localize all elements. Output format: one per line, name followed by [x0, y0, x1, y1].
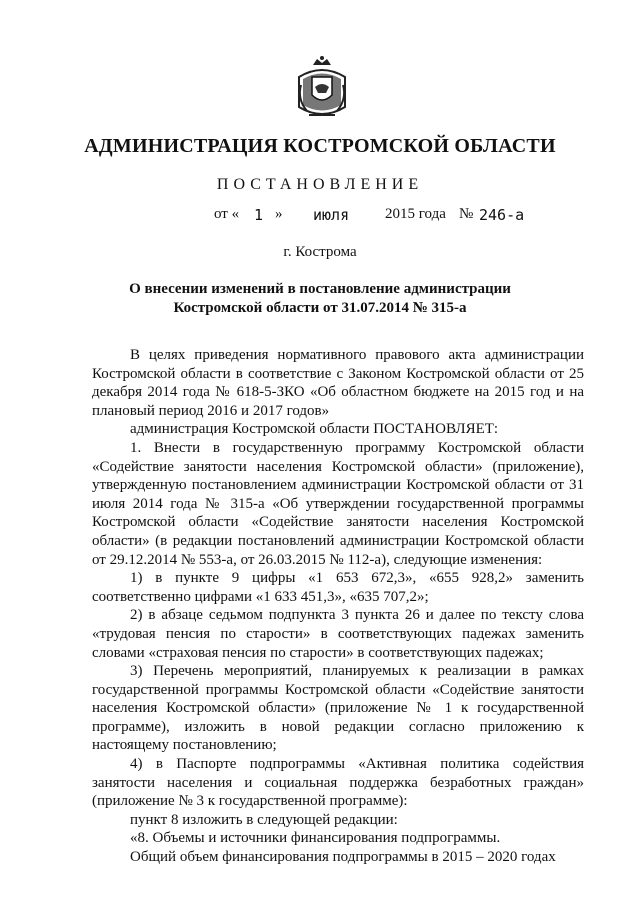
body-paragraph: 3) Перечень мероприятий, планируемых к реализации в рамках государственной программы Костромской области «Содействие занятости населения Костромской области» (приложение № 1 к государственной программе), изложить в новой редакции согласно приложению к настоящему постановлению; [92, 663, 584, 754]
date-day: 1 [254, 206, 264, 224]
coat-of-arms-icon [293, 55, 351, 121]
document-type: ПОСТАНОВЛЕНИЕ [216, 176, 424, 193]
body-paragraph: пункт 8 изложить в следующей редакции: [130, 811, 398, 828]
date-close-quote: » [275, 206, 283, 222]
document-subject [0, 280, 640, 318]
subject-line-2: Костромской области от 31.07.2014 № 315-а [173, 300, 467, 316]
subject-line-1: О внесении изменений в постановление администрации [129, 281, 511, 297]
body-paragraph: Общий объем финансирования подпрограммы в 2015 – 2020 годах [130, 849, 556, 866]
doc-number-label: № [459, 206, 474, 222]
body-paragraph: В целях приведения нормативного правового акта администрации Костромской области в соответствие с Законом Костромской области от 25 декабря 2014 года № 618-5-ЗКО «Об областном бюджете на 2015 год и на плановый период 2016 и 2017 годов» [92, 347, 584, 419]
city: г. Кострома [283, 244, 357, 260]
body-paragraph: 1. Внести в государственную программу Костромской области «Содействие занятости населения Костромской области» (приложение), утвержденную постановлением администрации Костромской области от 31 июля 2014 года № 315-а «Об утверждении государственной программы Костромской области «Содействие занятости населения Костромской области» (в редакции постановлений администрации Костромской области от 29.12.2014 № 553-а, от 26.03.2015 № 112-а), следующие изменения: [92, 439, 584, 568]
doc-number: 246-а [479, 206, 525, 224]
date-month: июля [313, 206, 350, 224]
body-paragraph: «8. Объемы и источники финансирования подпрограммы. [130, 830, 501, 847]
body-paragraph: 4) в Паспорте подпрограммы «Активная политика содействия занятости населения и социальная поддержка безработных граждан» (приложение № 3 к государственной программе): [92, 756, 584, 810]
document-body [92, 346, 584, 867]
body-paragraph: 2) в абзаце седьмом подпункта 3 пункта 26 и далее по тексту слова «трудовая пенсия по старости» в соответствующих падежах заменить словами «страховая пенсия по старости» в соответствующих падежах; [92, 607, 584, 661]
date-line [0, 206, 640, 228]
organization-title: АДМИНИСТРАЦИЯ КОСТРОМСКОЙ ОБЛАСТИ [84, 135, 556, 157]
date-year: 2015 года [385, 206, 446, 222]
body-paragraph: администрация Костромской области ПОСТАНОВЛЯЕТ: [130, 421, 499, 438]
date-prefix: от « [214, 206, 240, 222]
body-paragraph: 1) в пункте 9 цифры «1 653 672,3», «655 928,2» заменить соответственно цифрами «1 633 451,3», «635 707,2»; [92, 570, 584, 605]
